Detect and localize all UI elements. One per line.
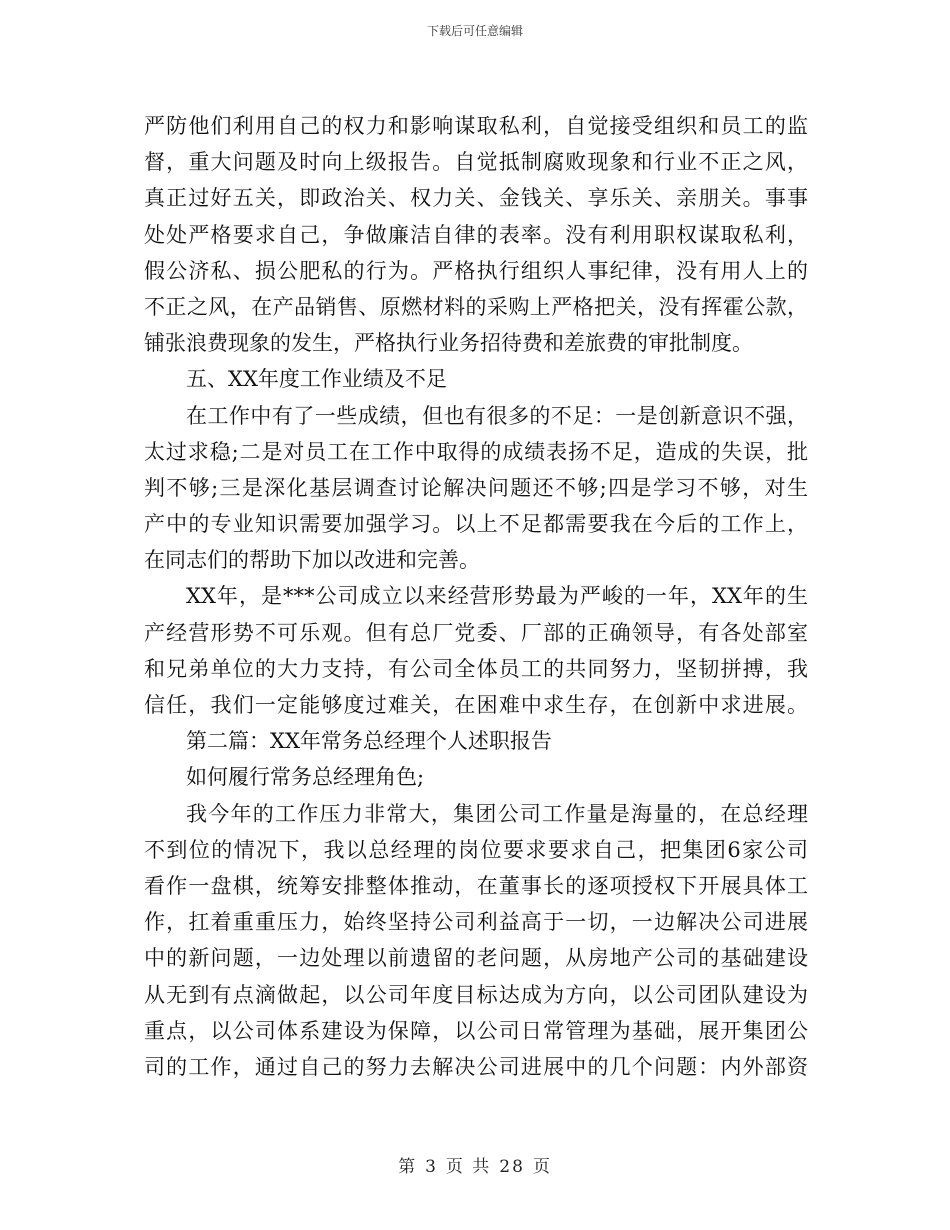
text-line: 司的工作，通过自己的努力去解决公司进展中的几个问题：内外部资: [144, 1054, 808, 1079]
page-number-middle: 页 共: [445, 1157, 492, 1177]
section-subheading: 如何履行常务总经理角色;: [186, 765, 425, 790]
text-line: 在同志们的帮助下加以改进和完善。: [144, 548, 480, 573]
text-line: 在工作中有了一些成绩，但也有很多的不足：一是创新意识不强，: [186, 403, 808, 428]
text-line: XX年，是***公司成立以来经营形势最为严峻的一年，XX年的生: [186, 584, 808, 609]
text-line: 重点，以公司体系建设为保障，以公司日常管理为基础，展开集团公: [144, 1018, 808, 1043]
text-line: 中的新问题，一边处理以前遗留的老问题，从房地产公司的基础建设: [144, 946, 808, 971]
page-number: [0, 1152, 950, 1177]
text-line: 铺张浪费现象的发生，严格执行业务招待费和差旅费的审批制度。: [144, 331, 753, 356]
text-line: 督，重大问题及时向上级报告。自觉抵制腐败现象和行业不正之风，: [144, 150, 808, 175]
text-line: 严防他们利用自己的权力和影响谋取私利，自觉接受组织和员工的监: [144, 114, 808, 138]
text-line: 和兄弟单位的大力支持，有公司全体员工的共同努力，坚韧拼搏，我: [144, 656, 808, 681]
text-line: 产经营形势不可乐观。但有总厂党委、厂部的正确领导，有各处部室: [144, 620, 808, 645]
text-line: 产中的专业知识需要加强学习。以上不足都需要我在今后的工作上，: [144, 512, 808, 537]
text-line: 作，扛着重重压力，始终坚持公司利益高于一切，一边解决公司进展: [144, 910, 808, 935]
text-line: 判不够;三是深化基层调查讨论解决问题还不够;四是学习不够，对生: [144, 475, 808, 500]
section-heading: 五、XX年度工作业绩及不足: [186, 367, 447, 392]
page-header: 下载后可任意编辑: [426, 24, 523, 38]
text-line: 从无到有点滴做起，以公司年度目标达成为方向，以公司团队建设为: [144, 982, 808, 1007]
text-line: 不到位的情况下，我以总经理的岗位要求要求自己，把集团6家公司: [144, 837, 808, 862]
text-line: 假公济私、损公肥私的行为。严格执行组织人事纪律，没有用人上的: [144, 258, 808, 283]
text-line: 不正之风，在产品销售、原燃材料的采购上严格把关，没有挥霍公款，: [144, 294, 808, 319]
page-number-suffix: 页: [532, 1157, 552, 1177]
current-page: 3: [425, 1157, 438, 1177]
text-line: 太过求稳;二是对员工在工作中取得的成绩表扬不足，造成的失误，批: [144, 439, 808, 464]
text-line: 看作一盘棋，统筹安排整体推动，在董事长的逐项授权下开展具体工: [144, 873, 808, 898]
text-line: 处处严格要求自己，争做廉洁自律的表率。没有利用职权谋取私利，: [144, 222, 808, 247]
text-line: 真正过好五关，即政治关、权力关、金钱关、享乐关、亲朋关。事事: [144, 186, 808, 211]
section-heading: 第二篇：XX年常务总经理个人述职报告: [186, 729, 552, 754]
total-pages: 28: [499, 1157, 525, 1177]
page-number-prefix: 第: [398, 1157, 418, 1177]
text-line: 我今年的工作压力非常大，集团公司工作量是海量的，在总经理: [186, 801, 808, 826]
text-line: 信任，我们一定能够度过难关，在困难中求生存，在创新中求进展。: [144, 693, 808, 717]
document-body: [144, 108, 808, 1085]
